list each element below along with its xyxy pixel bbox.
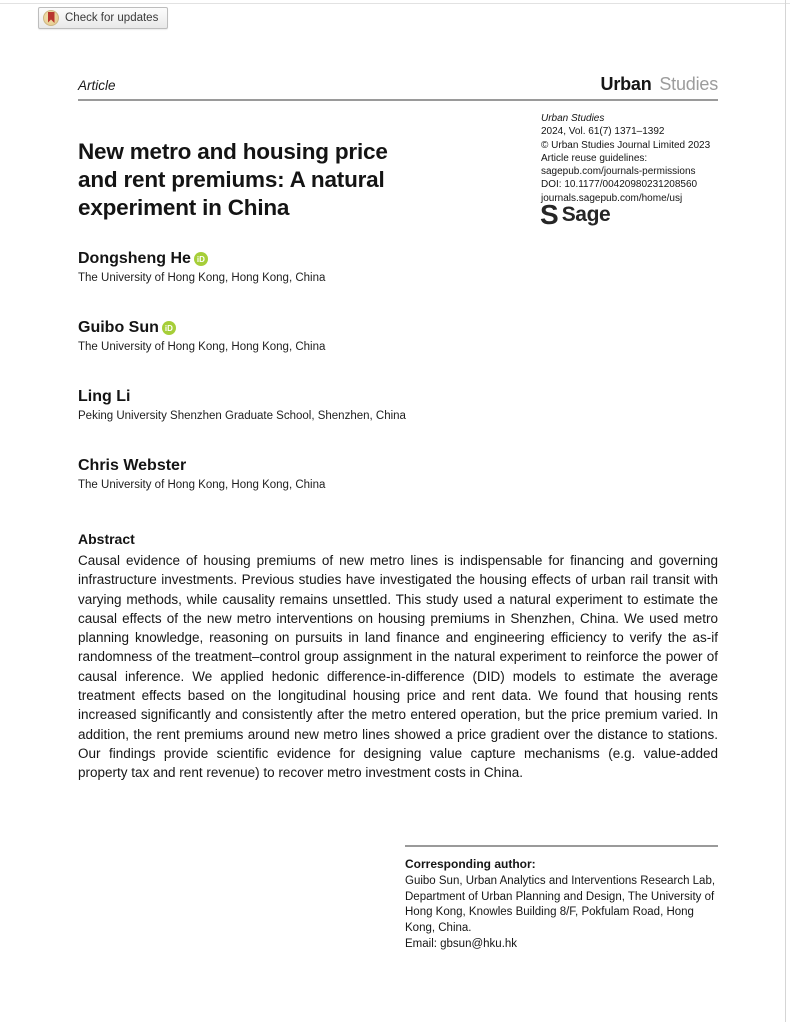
journal-info-volume: 2024, Vol. 61(7) 1371–1392: [541, 126, 665, 138]
author-affiliation-2: The University of Hong Kong, Hong Kong, China: [78, 341, 326, 353]
author-name-3: [78, 388, 548, 406]
author-name-text-1: Dongsheng He: [78, 250, 191, 267]
page-title-line-1: New metro and housing price: [78, 139, 388, 164]
author-affiliation-3: Peking University Shenzhen Graduate School, Shenzhen, China: [78, 410, 406, 422]
orcid-icon: iD: [162, 321, 176, 335]
journal-info-journal-name: Urban Studies: [541, 113, 605, 124]
journal-info-copyright: © Urban Studies Journal Limited 2023: [541, 139, 711, 151]
journal-logo-bold: Urban: [600, 74, 652, 94]
header-rule: [78, 99, 718, 101]
author-block-3: [78, 388, 548, 457]
page-title-line-3: experiment in China: [78, 195, 290, 220]
crossmark-icon: [43, 10, 59, 26]
sage-logo-name: Sage: [561, 203, 611, 226]
author-affiliation-4: The University of Hong Kong, Hong Kong, China: [78, 479, 326, 491]
journal-info-homepage-link: journals.sagepub.com/home/usj: [541, 192, 683, 204]
journal-info-doi: DOI: 10.1177/00420980231208560: [541, 179, 698, 191]
author-name-text-4: Chris Webster: [78, 457, 187, 474]
journal-logo-light: Studies: [659, 74, 718, 94]
author-name-4: [78, 457, 548, 475]
journal-info-permissions-link: sagepub.com/journals-permissions: [541, 166, 696, 178]
check-for-updates-button[interactable]: [38, 7, 168, 29]
abstract-heading: Abstract: [78, 531, 135, 547]
journal-logo: [601, 74, 718, 95]
corresponding-author-address: Guibo Sun, Urban Analytics and Interventions Research Lab, Department of Urban Planning and Design, The University of Hong Kong, Knowles Building 8/F, Pokfulam Road, Hong Kong, China.: [405, 874, 716, 935]
journal-info-block: [541, 112, 721, 205]
sage-logo-s-icon: S: [540, 199, 558, 230]
page-title-line-2: and rent premiums: A natural: [78, 167, 385, 192]
scan-edge-right: [785, 0, 786, 1022]
bookmark-ribbon-icon: [48, 12, 55, 23]
corresponding-author-email: Email: gbsun@hku.hk: [405, 937, 518, 950]
corresponding-author-heading: Corresponding author:: [405, 857, 536, 871]
article-type-label: Article: [78, 78, 116, 93]
author-name-1: [78, 250, 548, 268]
author-block-2: [78, 319, 548, 388]
corresponding-author-block: [405, 857, 721, 953]
author-name-2: [78, 319, 548, 337]
author-list: [78, 250, 548, 526]
page-title: [78, 138, 548, 222]
orcid-icon: iD: [194, 252, 208, 266]
scan-edge-top: [0, 3, 790, 4]
author-name-text-3: Ling Li: [78, 388, 131, 405]
journal-info-reuse-guidelines: Article reuse guidelines:: [541, 152, 648, 164]
author-name-text-2: Guibo Sun: [78, 319, 159, 336]
check-for-updates-label: Check for updates: [65, 12, 159, 24]
corresponding-author-rule: [405, 845, 718, 847]
sage-publisher-logo: [540, 199, 611, 230]
author-block-1: [78, 250, 548, 319]
author-affiliation-1: The University of Hong Kong, Hong Kong, China: [78, 272, 326, 284]
author-block-4: [78, 457, 548, 526]
abstract-text: Causal evidence of housing premiums of new metro lines is indispensable for financing and governing infrastructure investments. Previous studies have investigated the housing effects of urban rail transit with varying methods, while causality remains unsettled. This study used a natural experiment to estimate the causal effects of the new metro interventions on housing premiums in Shenzhen, China. We used metro planning knowledge, reasoning on pursuits in land finance and engineering efficiency to verify the as-if randomness of the treatment–control group assignment in the natural experiment to reinforce the power of causal inference. We applied hedonic difference-in-difference (DID) models to estimate the average treatment effects based on the longitudinal housing price and rent data. We found that housing rents increased significantly and consistently after the metro entered operation, but the price premium varied. In addition, the rent premiums around new metro lines showed a price gradient over the distance to stations. Our findings provide scientific evidence for designing value capture mechanisms (e.g. value-added property tax and rent revenue) to recover metro investment costs in China.: [78, 553, 718, 781]
